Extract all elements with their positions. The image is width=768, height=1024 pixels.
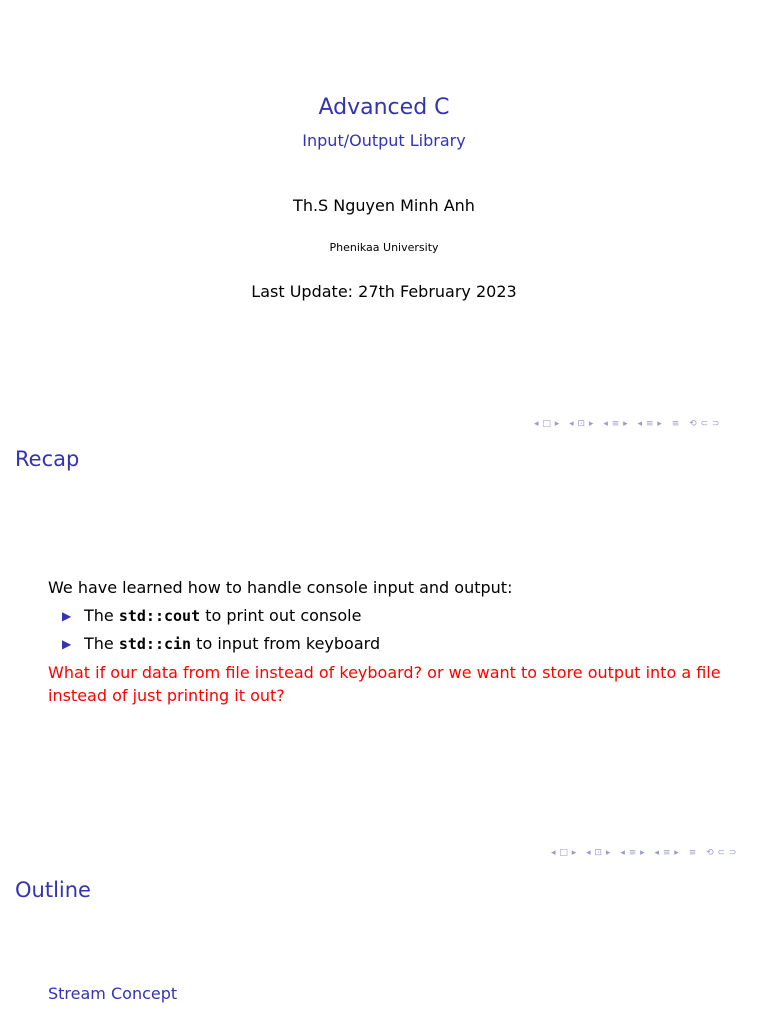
presentation-subtitle: Input/Output Library: [302, 131, 466, 150]
nav-section-icon[interactable]: ◂ ≡ ▸: [637, 419, 663, 429]
list-item: ▶ The std::cout to print out console: [62, 606, 362, 625]
last-update-date: Last Update: 27th February 2023: [251, 282, 517, 301]
nav-search-icon[interactable]: ⟲ ⊂ ⊃: [706, 848, 737, 858]
nav-search-icon[interactable]: ⟲ ⊂ ⊃: [689, 419, 720, 429]
navigation-bar: [551, 848, 743, 858]
outline-frame-title: Outline: [15, 878, 91, 902]
nav-frame-icon[interactable]: ◂ □ ▸: [534, 419, 560, 429]
author-name: Th.S Nguyen Minh Anh: [293, 196, 475, 215]
institute-name: Phenikaa University: [329, 241, 439, 254]
code-cin: std::cin: [118, 635, 192, 653]
bullet-triangle-icon: ▶: [62, 609, 72, 623]
nav-section-icon[interactable]: ◂ ≡ ▸: [654, 848, 680, 858]
list-item: ▶ The std::cin to input from keyboard: [62, 634, 381, 653]
nav-subsection-icon[interactable]: ◂ ⊡ ▸: [569, 419, 594, 429]
presentation-title: Advanced C: [318, 95, 450, 120]
recap-frame-title: Recap: [15, 447, 80, 471]
bullet-triangle-icon: ▶: [62, 637, 72, 651]
nav-toc-icon[interactable]: ≡: [688, 848, 697, 858]
recap-intro: We have learned how to handle console input and output:: [48, 578, 513, 597]
nav-section-icon[interactable]: ◂ ≡ ▸: [620, 848, 646, 858]
nav-subsection-icon[interactable]: ◂ ⊡ ▸: [586, 848, 611, 858]
nav-frame-icon[interactable]: ◂ □ ▸: [551, 848, 577, 858]
nav-toc-icon[interactable]: ≡: [671, 419, 680, 429]
nav-section-icon[interactable]: ◂ ≡ ▸: [603, 419, 629, 429]
code-cout: std::cout: [118, 607, 201, 625]
alert-question: What if our data from file instead of keyboard? or we want to store output into a file instead of just printing it out?: [48, 663, 721, 705]
navigation-bar: [534, 419, 726, 429]
outline-item-stream-concept[interactable]: Stream Concept: [48, 984, 178, 1003]
